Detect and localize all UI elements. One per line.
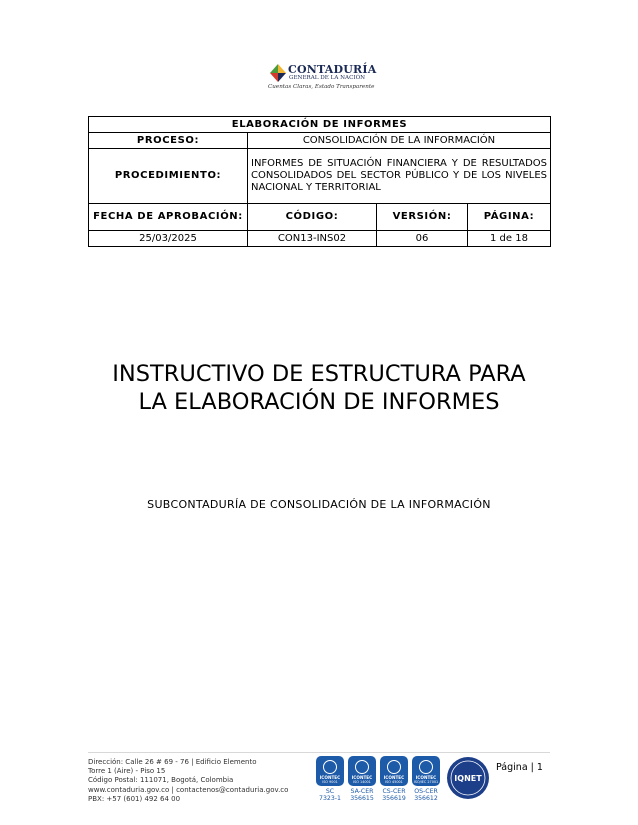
- procedimiento-label: PROCEDIMIENTO:: [89, 149, 248, 204]
- badge-name: ICONTEC: [351, 775, 373, 780]
- codigo-value: CON13-INS02: [248, 231, 377, 247]
- certification-badge: [412, 756, 440, 814]
- logo-brand: CONTADURÍA: [288, 63, 377, 76]
- document-title-line2: LA ELABORACIÓN DE INFORMES: [138, 389, 500, 415]
- badge-code: SA-CER 356615: [350, 788, 374, 802]
- address-line: Código Postal: 111071, Bogotá, Colombia: [88, 776, 234, 785]
- footer-divider: [88, 752, 550, 753]
- pagina-label: PÁGINA:: [468, 204, 551, 231]
- iqnet-badge-icon: [446, 756, 490, 800]
- badge-standard: ISO/IEC 27001: [413, 780, 439, 784]
- address-line: Torre 1 (Aire) - Piso 15: [88, 767, 166, 776]
- badge-name: ICONTEC: [319, 775, 341, 780]
- address-line: PBX: +57 (601) 492 64 00: [88, 794, 181, 803]
- address-line: Dirección: Calle 26 # 69 - 76 | Edificio Elemento: [88, 758, 257, 766]
- badge-code: OS-CER 356612: [414, 788, 438, 802]
- page-number-value: 1: [536, 762, 543, 773]
- badge-code: SC 7323-1: [319, 788, 341, 802]
- badge-standard: ISO 9001: [322, 780, 338, 784]
- document-header-table: [88, 116, 551, 247]
- badge-standard: ISO 45001: [385, 780, 403, 784]
- version-label: VERSIÓN:: [377, 204, 468, 231]
- badge-code: CS-CER 356619: [382, 788, 406, 802]
- document-title: [60, 360, 578, 416]
- logo-brand-sub: GENERAL DE LA NACIÓN: [289, 75, 366, 81]
- proceso-value: CONSOLIDACIÓN DE LA INFORMACIÓN: [248, 133, 551, 149]
- pagina-value: 1 de 18: [468, 231, 551, 247]
- proceso-label: PROCESO:: [89, 133, 248, 149]
- document-subtitle: SUBCONTADURÍA DE CONSOLIDACIÓN DE LA INFORMACIÓN: [147, 498, 491, 511]
- document-title-line1: INSTRUCTIVO DE ESTRUCTURA PARA: [112, 361, 526, 387]
- badge-name: ICONTEC: [383, 775, 405, 780]
- page-number: Página | 1: [496, 762, 543, 773]
- logo-emblem-icon: [268, 62, 288, 84]
- header-title: ELABORACIÓN DE INFORMES: [89, 117, 551, 133]
- logo-tagline: Cuentas Claras, Estado Transparente: [268, 84, 375, 90]
- address-line: www.contaduria.gov.co | contactenos@contaduria.gov.co: [88, 785, 289, 794]
- certification-badge: [380, 756, 408, 814]
- fecha-value: 25/03/2025: [89, 231, 248, 247]
- page-label: Página: [496, 762, 528, 773]
- iqnet-label: IQNET: [454, 774, 482, 783]
- fecha-label: FECHA DE APROBACIÓN:: [89, 204, 248, 231]
- badge-name: ICONTEC: [415, 775, 437, 780]
- codigo-label: CÓDIGO:: [248, 204, 377, 231]
- certification-badge: [348, 756, 376, 814]
- procedimiento-value: INFORMES DE SITUACIÓN FINANCIERA Y DE RESULTADOS CONSOLIDADOS DEL SECTOR PÚBLICO Y DE LOS NIVELES NACIONAL Y TERRITORIAL: [248, 149, 551, 204]
- footer-address: [88, 758, 288, 804]
- badge-standard: ISO 14001: [353, 780, 371, 784]
- certification-badge: [316, 756, 344, 814]
- institution-logo: [268, 60, 378, 94]
- version-value: 06: [377, 231, 468, 247]
